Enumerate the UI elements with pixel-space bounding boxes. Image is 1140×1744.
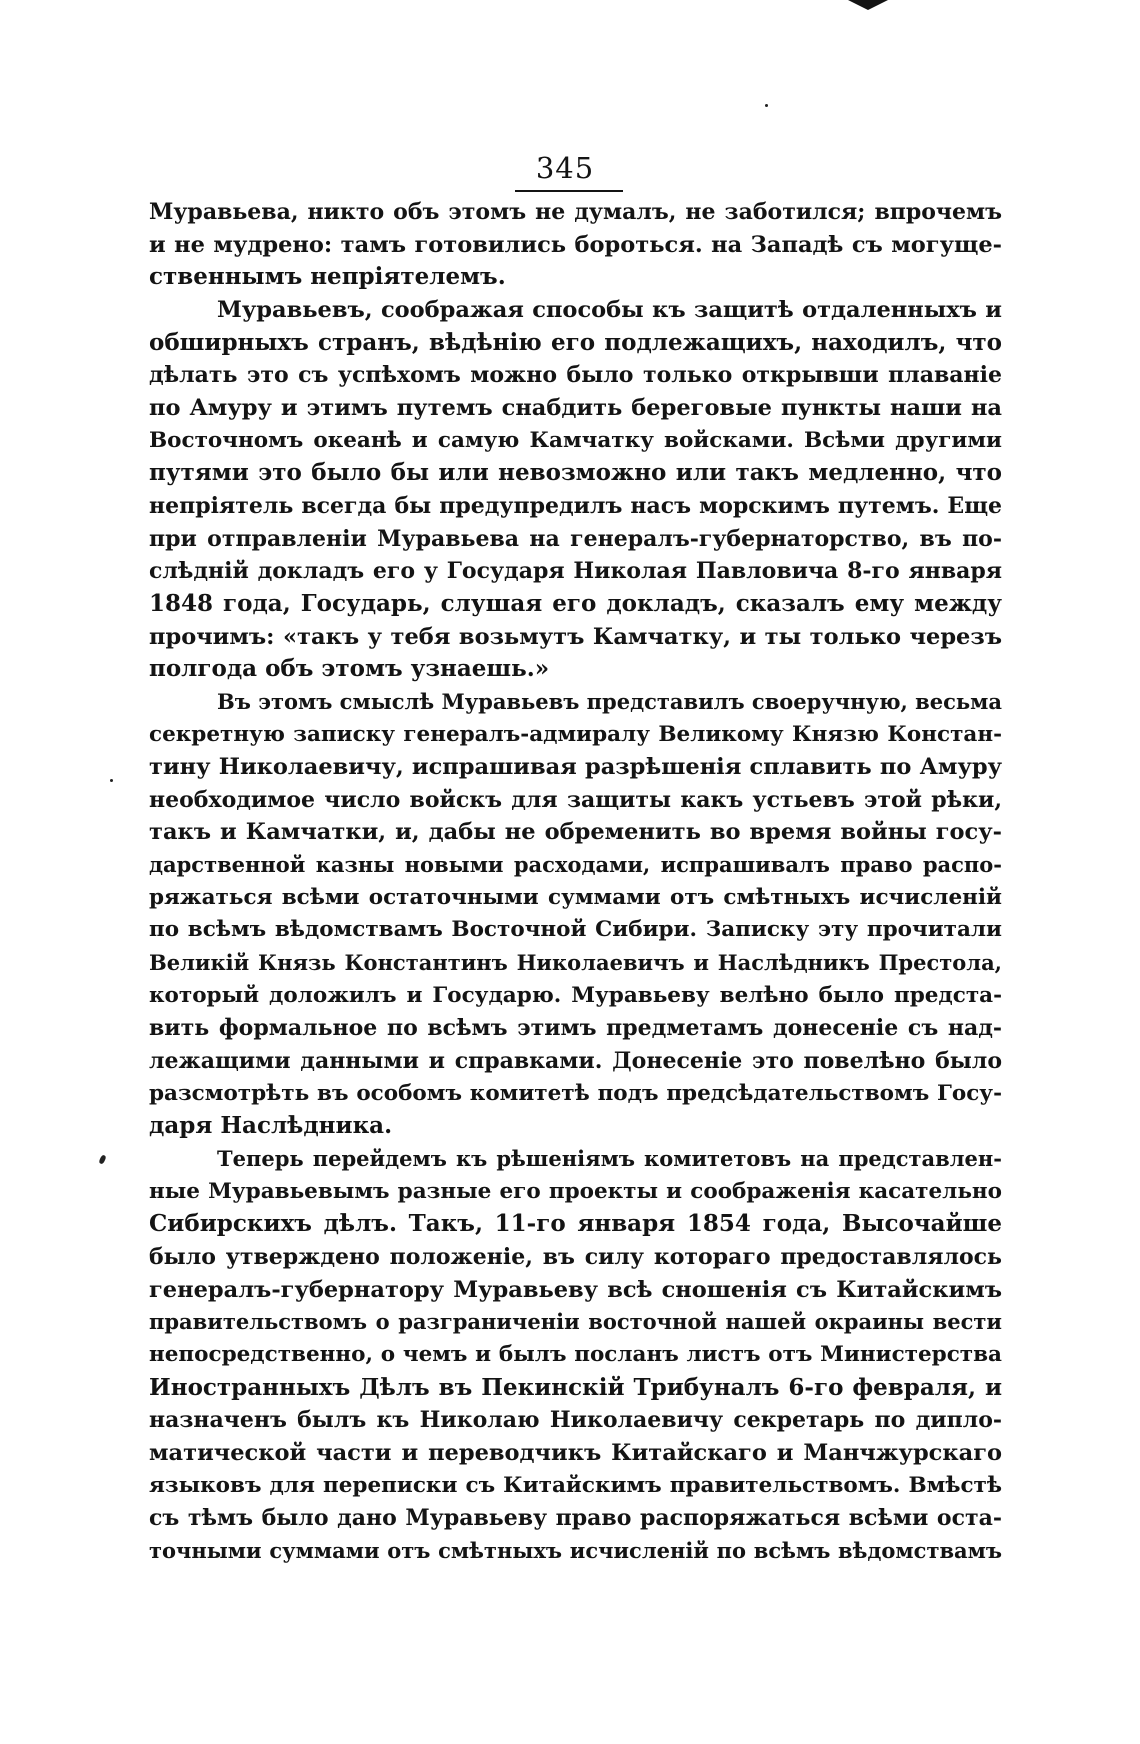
text-line: Муравьевъ, соображая способы къ защитѣ отдаленныхъ и (217, 296, 1002, 323)
text-line: тину Николаевичу, испрашивая разрѣшенія сплавить по Амуру (149, 754, 1002, 781)
text-line: необходимое число войскъ для защиты какъ устьевъ этой рѣки, (149, 786, 1002, 813)
text-line: путями это было бы или невозможно или такъ медленно, что (149, 459, 1002, 487)
text-line: прочимъ: «такъ у тебя возьмутъ Камчатку, и ты только черезъ (149, 623, 1002, 650)
top-scan-mark (848, 0, 888, 10)
text-line: вить формальное по всѣмъ этимъ предметамъ донесеніе съ над- (149, 1015, 1002, 1042)
text-line: правительствомъ о разграниченіи восточной нашей окраины вести (149, 1309, 1002, 1335)
text-line: Иностранныхъ Дѣлъ въ Пекинскій Трибуналъ 6-го февраля, и (149, 1373, 1002, 1401)
text-line: и не мудрено: тамъ готовились бороться. на Западѣ съ могуще- (149, 231, 1002, 258)
text-line: матической части и переводчикъ Китайскаго и Манчжурскаго (149, 1439, 1002, 1466)
text-line: Восточномъ океанѣ и самую Камчатку войсками. Всѣми другими (149, 427, 1002, 453)
text-line: разсмотрѣть въ особомъ комитетѣ подъ предсѣдательствомъ Госу- (149, 1080, 1002, 1106)
text-line: назначенъ былъ къ Николаю Николаевичу секретарь по дипло- (149, 1407, 1002, 1434)
text-line: Въ этомъ смыслѣ Муравьевъ представилъ своеручную, весьма (217, 688, 1002, 714)
text-line: непріятель всегда бы предупредилъ насъ морскимъ путемъ. Еще (149, 492, 1002, 519)
text-line: дѣлать это съ успѣхомъ можно было только открывши плаваніе (149, 362, 1002, 389)
text-line: было утверждено положеніе, въ силу котораго предоставлялось (149, 1244, 1002, 1270)
text-line: слѣдній докладъ его у Государя Николая Павловича 8-го января (149, 558, 1002, 585)
text-line: ственнымъ непріятелемъ. (149, 263, 506, 291)
text-line: даря Наслѣдника. (149, 1112, 393, 1140)
text-line: Муравьева, никто объ этомъ не думалъ, не заботился; впрочемъ (149, 199, 1002, 225)
text-line: полгода объ этомъ узнаешь.» (149, 655, 550, 683)
text-line: Великій Князь Константинъ Николаевичъ и Наслѣдникъ Престола, (149, 950, 1002, 976)
text-line: ные Муравьевымъ разные его проекты и соображенія касательно (149, 1178, 1002, 1204)
page-number-rule (515, 190, 623, 192)
text-line: генералъ-губернатору Муравьеву всѣ сношенія съ Китайскимъ (149, 1276, 1002, 1303)
scan-speck (110, 779, 113, 782)
text-line: по всѣмъ вѣдомствамъ Восточной Сибири. Записку эту прочитали (149, 917, 1002, 943)
scan-speck (765, 104, 768, 107)
text-line: Сибирскихъ дѣлъ. Такъ, 11-го января 1854 года, Высочайше (149, 1210, 1002, 1238)
text-line: Теперь перейдемъ къ рѣшеніямъ комитетовъ на представлен- (217, 1146, 1002, 1172)
text-line: обширныхъ странъ, вѣдѣнію его подлежащихъ, находилъ, что (149, 328, 1002, 356)
text-line: лежащими данными и справками. Донесеніе это повелѣно было (149, 1048, 1002, 1075)
body-text (149, 196, 1002, 1568)
text-line: 1848 года, Государь, слушая его докладъ, сказалъ ему между (149, 589, 1002, 617)
text-line: при отправленіи Муравьева на генералъ-губернаторство, въ по- (149, 525, 1002, 552)
text-line: дарственной казны новыми расходами, испрашивалъ право распо- (149, 852, 1002, 878)
page-number: 345 (535, 151, 595, 185)
text-line: съ тѣмъ было дано Муравьеву право распоряжаться всѣми оста- (149, 1505, 1002, 1532)
text-line: такъ и Камчатки, и, дабы не обременить во время войны госу- (149, 819, 1002, 846)
text-line: непосредственно, о чемъ и былъ посланъ листъ отъ Министерства (149, 1341, 1002, 1367)
text-line: точными суммами отъ смѣтныхъ исчисленій по всѣмъ вѣдомствамъ (149, 1537, 1002, 1563)
scan-speck (98, 1154, 106, 1164)
text-line: который доложилъ и Государю. Муравьеву велѣно было предста- (149, 982, 1002, 1008)
text-line: языковъ для переписки съ Китайскимъ правительствомъ. Вмѣстѣ (149, 1472, 1002, 1498)
text-line: ряжаться всѣми остаточными суммами отъ смѣтныхъ исчисленій (149, 884, 1002, 910)
text-line: секретную записку генералъ-адмиралу Великому Князю Констан- (149, 721, 1002, 747)
text-line: по Амуру и этимъ путемъ снабдить береговые пункты наши на (149, 394, 1002, 421)
